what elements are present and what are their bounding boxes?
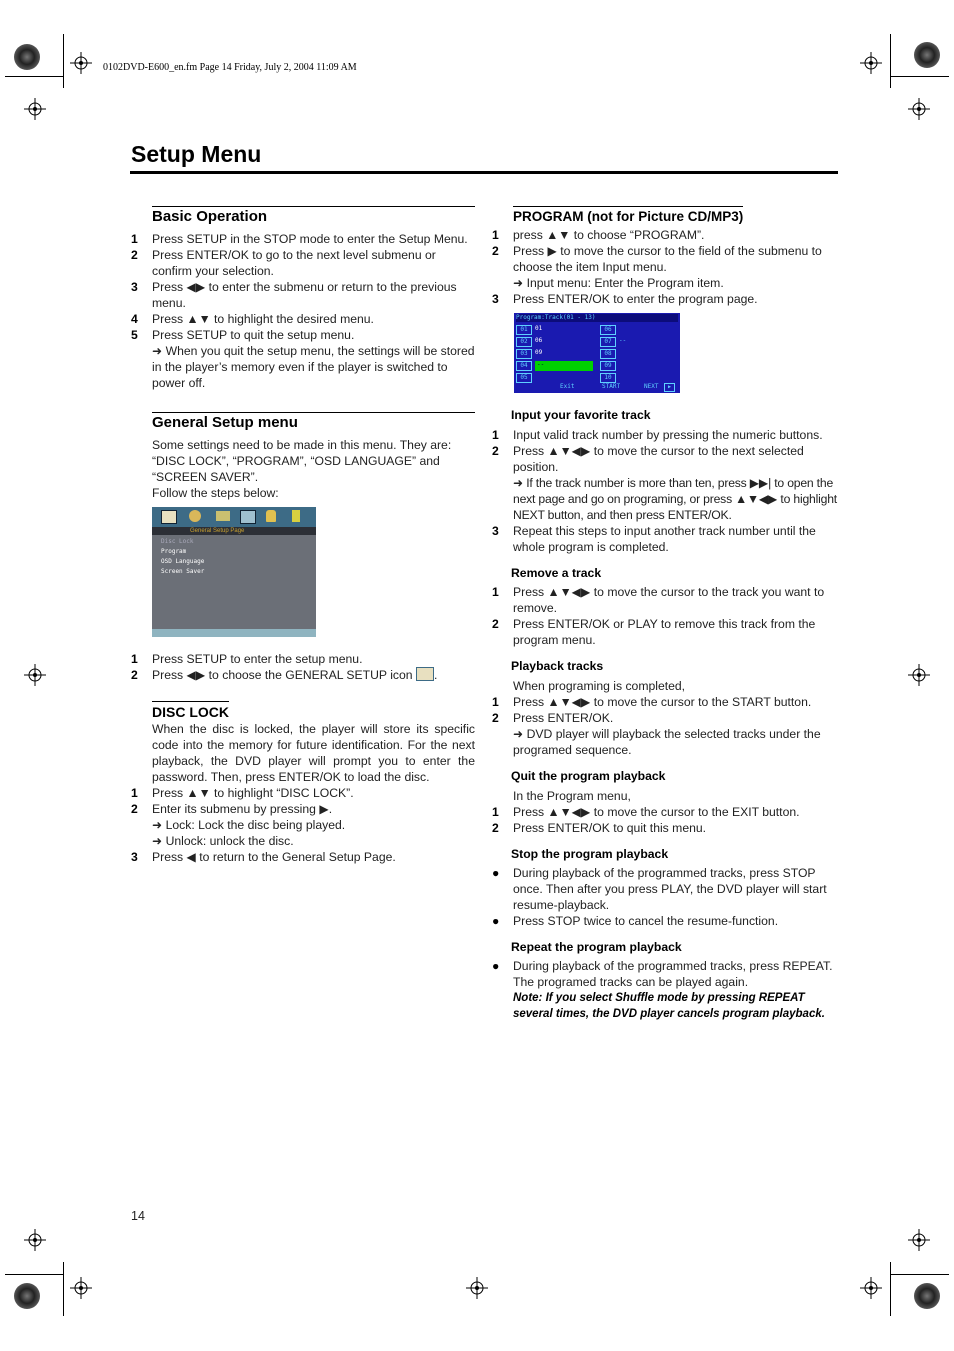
step-number: 5 <box>131 328 138 342</box>
step-number: 2 <box>131 802 138 816</box>
crop-line <box>63 34 64 88</box>
note-text: ➜ Unlock: unlock the disc. <box>152 834 294 848</box>
registration-disc-icon <box>914 42 940 68</box>
left-column <box>131 206 475 865</box>
section-heading: DISC LOCK <box>152 701 229 720</box>
step-text: Press ◀▶ to choose the GENERAL SETUP icon <box>152 668 413 682</box>
slot-number: 08 <box>600 349 616 359</box>
bullet-icon: ● <box>492 914 500 928</box>
subsection-heading: Playback tracks <box>511 659 604 673</box>
step-text: Press ▲▼◀▶ to move the cursor to the EXIT button. <box>513 805 800 819</box>
list-item <box>131 247 475 279</box>
video-icon <box>216 511 230 521</box>
step-number: 1 <box>492 805 499 819</box>
step-number: 2 <box>492 444 499 458</box>
step-text: Press SETUP to quit the setup menu. <box>152 328 355 342</box>
step-number: 4 <box>131 312 138 326</box>
note-text: ➜ If the track number is more than ten, press ▶▶| to open the next page and go on programing, or press ▲▼◀▶ to highlight NEXT button, and then press ENTER/OK. <box>513 476 837 522</box>
subsection-heading: Stop the program playback <box>511 847 669 861</box>
crosshair-icon <box>70 52 92 74</box>
paragraph: When the disc is locked, the player will store its specific code into the memory for future identification. For the next playback, the DVD player will prompt you to enter the password. Then, press ENTER/OK to load the disc. <box>152 722 475 784</box>
slot-number: 10 <box>600 373 616 383</box>
list-item <box>131 311 475 327</box>
slot-value[interactable] <box>616 325 669 335</box>
menu-item: Screen Saver <box>161 568 205 575</box>
step-text: Repeat this steps to input another track number until the whole program is completed. <box>513 524 816 554</box>
list-item <box>131 801 475 817</box>
list-item <box>492 710 838 726</box>
slot-list-left <box>516 325 595 385</box>
slot-number: 04 <box>516 361 532 371</box>
step-number: 1 <box>131 232 138 246</box>
list-item <box>492 584 838 616</box>
step-text: Press ENTER/OK to quit this menu. <box>513 821 707 835</box>
step-number: 3 <box>131 850 138 864</box>
bullet-text: Press STOP twice to cancel the resume-function. <box>513 914 779 928</box>
crosshair-icon <box>860 52 882 74</box>
next-arrow-icon: ▶ <box>664 383 675 392</box>
crosshair-icon <box>24 664 46 686</box>
slot-value[interactable] <box>616 361 669 371</box>
crosshair-icon <box>24 98 46 120</box>
list-item <box>492 616 838 648</box>
crosshair-icon <box>908 1229 930 1251</box>
subsection-heading: Input your favorite track <box>511 408 651 422</box>
step-number: 3 <box>492 292 499 306</box>
note-text: Note: If you select Shuffle mode by pressing REPEAT several times, the DVD player cancels program playback. <box>513 992 825 1020</box>
registration-disc-icon <box>914 1283 940 1309</box>
step-text: Press ▲▼ to highlight the desired menu. <box>152 312 374 326</box>
list-item <box>492 820 838 836</box>
step-text: Press ◀ to return to the General Setup Page. <box>152 850 396 864</box>
right-column <box>492 206 838 1022</box>
list-item: 2 Press ◀▶ to choose the GENERAL SETUP icon . <box>131 668 438 682</box>
subsection-heading: Remove a track <box>511 566 602 580</box>
slot-number: 03 <box>516 349 532 359</box>
step-number: 1 <box>492 428 499 442</box>
bullet-icon: ● <box>492 866 500 880</box>
crosshair-icon <box>908 664 930 686</box>
subsection-heading: Quit the program playback <box>511 769 666 783</box>
step-text: press ▲▼ to choose “PROGRAM”. <box>513 228 705 242</box>
step-number: 2 <box>492 711 499 725</box>
list-item <box>492 291 838 307</box>
step-text: Press ENTER/OK or PLAY to remove this track from the program menu. <box>513 617 816 647</box>
list-item <box>492 427 838 443</box>
paragraph: In the Program menu, <box>513 789 631 803</box>
slot-value[interactable] <box>532 373 595 383</box>
list-item <box>131 651 475 667</box>
slot-number: 02 <box>516 337 532 347</box>
step-number: 3 <box>492 524 499 538</box>
step-text: Press ◀▶ to enter the submenu or return to the previous menu. <box>152 280 457 310</box>
step-number: 1 <box>492 585 499 599</box>
note-text: ➜ Input menu: Enter the Program item. <box>513 276 724 290</box>
audio-icon <box>189 510 201 522</box>
menu-bottom-strip <box>152 629 316 637</box>
program-screen <box>514 313 680 393</box>
title-rule <box>130 171 838 174</box>
note-text: ➜ Lock: Lock the disc being played. <box>152 818 346 832</box>
crosshair-icon <box>860 1277 882 1299</box>
crop-line <box>891 1274 949 1275</box>
list-item <box>492 443 838 475</box>
list-item <box>492 694 838 710</box>
exit-icon <box>292 510 300 522</box>
bullet-item <box>492 958 838 990</box>
slot-value[interactable] <box>616 349 669 359</box>
step-text: Press ENTER/OK. <box>513 711 614 725</box>
note-text: ➜ DVD player will playback the selected tracks under the programed sequence. <box>513 727 821 757</box>
step-text: Press ▲▼◀▶ to move the cursor to the START button. <box>513 695 812 709</box>
list-item <box>131 231 475 247</box>
step-text: Press ▶ to move the cursor to the field of the submenu to choose the item Input menu. <box>513 244 822 274</box>
slot-number: 06 <box>600 325 616 335</box>
list-item <box>131 785 475 801</box>
general-setup-screen <box>152 507 316 637</box>
next-button[interactable]: NEXT <box>644 383 659 390</box>
page-title: Setup Menu <box>131 141 262 167</box>
slot-list-right <box>600 325 669 385</box>
list-item <box>492 804 838 820</box>
list-item <box>131 279 475 311</box>
step-number: 2 <box>131 668 138 682</box>
step-number: 3 <box>131 280 138 294</box>
crop-line <box>890 1262 891 1316</box>
crosshair-icon <box>466 1277 488 1299</box>
list-item <box>131 327 475 343</box>
page-number: 14 <box>131 1209 145 1223</box>
slot-number: 07 <box>600 337 616 347</box>
section-heading: Basic Operation <box>152 206 475 225</box>
step-text: Press ENTER/OK to enter the program page. <box>513 292 758 306</box>
general-setup-icon <box>416 667 434 681</box>
file-header: 0102DVD-E600_en.fm Page 14 Friday, July 2, 2004 11:09 AM <box>103 62 357 73</box>
registration-disc-icon <box>14 44 40 70</box>
crosshair-icon <box>908 98 930 120</box>
program-title: Program:Track(01 - 13) <box>516 314 678 322</box>
step-text: Press SETUP to enter the setup menu. <box>152 652 363 666</box>
bullet-icon: ● <box>492 959 500 973</box>
slot-value[interactable]: 09 <box>535 349 543 356</box>
bullet-text: During playback of the programmed tracks, press STOP once. Then after you press PLAY, the DVD player will start resume-playback. <box>513 866 827 912</box>
step-number: 1 <box>492 228 499 242</box>
crop-line <box>5 76 63 77</box>
menu-item: Program <box>161 548 187 555</box>
list-item <box>492 523 838 555</box>
registration-disc-icon <box>14 1283 40 1309</box>
crosshair-icon <box>70 1277 92 1299</box>
subsection-heading: Repeat the program playback <box>511 940 682 954</box>
crop-line <box>63 1262 64 1316</box>
step-text: Input valid track number by pressing the numeric buttons. <box>513 428 823 442</box>
list-item <box>492 243 838 275</box>
paragraph: Follow the steps below: <box>152 486 279 500</box>
step-number: 1 <box>492 695 499 709</box>
step-number: 1 <box>131 652 138 666</box>
bullet-item <box>492 913 838 929</box>
step-text: Press ▲▼ to highlight “DISC LOCK”. <box>152 786 354 800</box>
start-button[interactable]: START <box>602 383 621 390</box>
note-text: ➜ When you quit the setup menu, the settings will be stored in the player’s memory even if the player is switched to power off. <box>152 344 475 390</box>
step-text: Enter its submenu by pressing ▶. <box>152 802 333 816</box>
slot-value[interactable] <box>616 373 669 383</box>
menu-page-label: General Setup Page <box>190 528 245 534</box>
step-number: 1 <box>131 786 138 800</box>
slot-value[interactable]: 06 <box>535 337 543 344</box>
slot-value[interactable]: 01 <box>535 325 543 332</box>
step-text: Press ▲▼◀▶ to move the cursor to the next selected position. <box>513 444 804 474</box>
crop-line <box>891 76 949 77</box>
exit-button[interactable]: Exit <box>560 383 575 390</box>
menu-item: OSD Language <box>161 558 205 565</box>
slot-number: 09 <box>600 361 616 371</box>
list-item <box>131 849 475 865</box>
crop-line <box>890 34 891 88</box>
lock-icon <box>266 510 276 522</box>
step-number: 2 <box>492 244 499 258</box>
paragraph: When programing is completed, <box>513 679 686 693</box>
bullet-text: During playback of the programmed tracks, press REPEAT. The programed tracks can be played again. <box>513 959 833 989</box>
menu-item: Disc Lock <box>161 538 194 545</box>
crosshair-icon <box>24 1229 46 1251</box>
step-text: Press SETUP in the STOP mode to enter the Setup Menu. <box>152 232 468 246</box>
icon-bar <box>152 507 316 527</box>
step-text: Press ▲▼◀▶ to move the cursor to the track you want to remove. <box>513 585 825 615</box>
slot-number: 01 <box>516 325 532 335</box>
section-heading: PROGRAM (not for Picture CD/MP3) <box>513 206 743 225</box>
slot-number: 05 <box>516 373 532 383</box>
general-setup-icon <box>161 510 177 524</box>
bullet-item <box>492 865 838 913</box>
step-number: 2 <box>131 248 138 262</box>
crop-line <box>5 1274 63 1275</box>
section-heading: General Setup menu <box>152 412 475 431</box>
preference-icon <box>240 510 256 524</box>
slot-value-selected[interactable]: -- <box>535 361 593 371</box>
step-text: Press ENTER/OK to go to the next level submenu or confirm your selection. <box>152 248 436 278</box>
step-number: 2 <box>492 821 499 835</box>
slot-value[interactable]: -- <box>619 337 627 344</box>
step-number: 2 <box>492 617 499 631</box>
list-item <box>492 227 838 243</box>
paragraph: Some settings need to be made in this menu. They are: “DISC LOCK”, “PROGRAM”, “OSD LANGUAGE” and “SCREEN SAVER”. <box>152 438 452 484</box>
